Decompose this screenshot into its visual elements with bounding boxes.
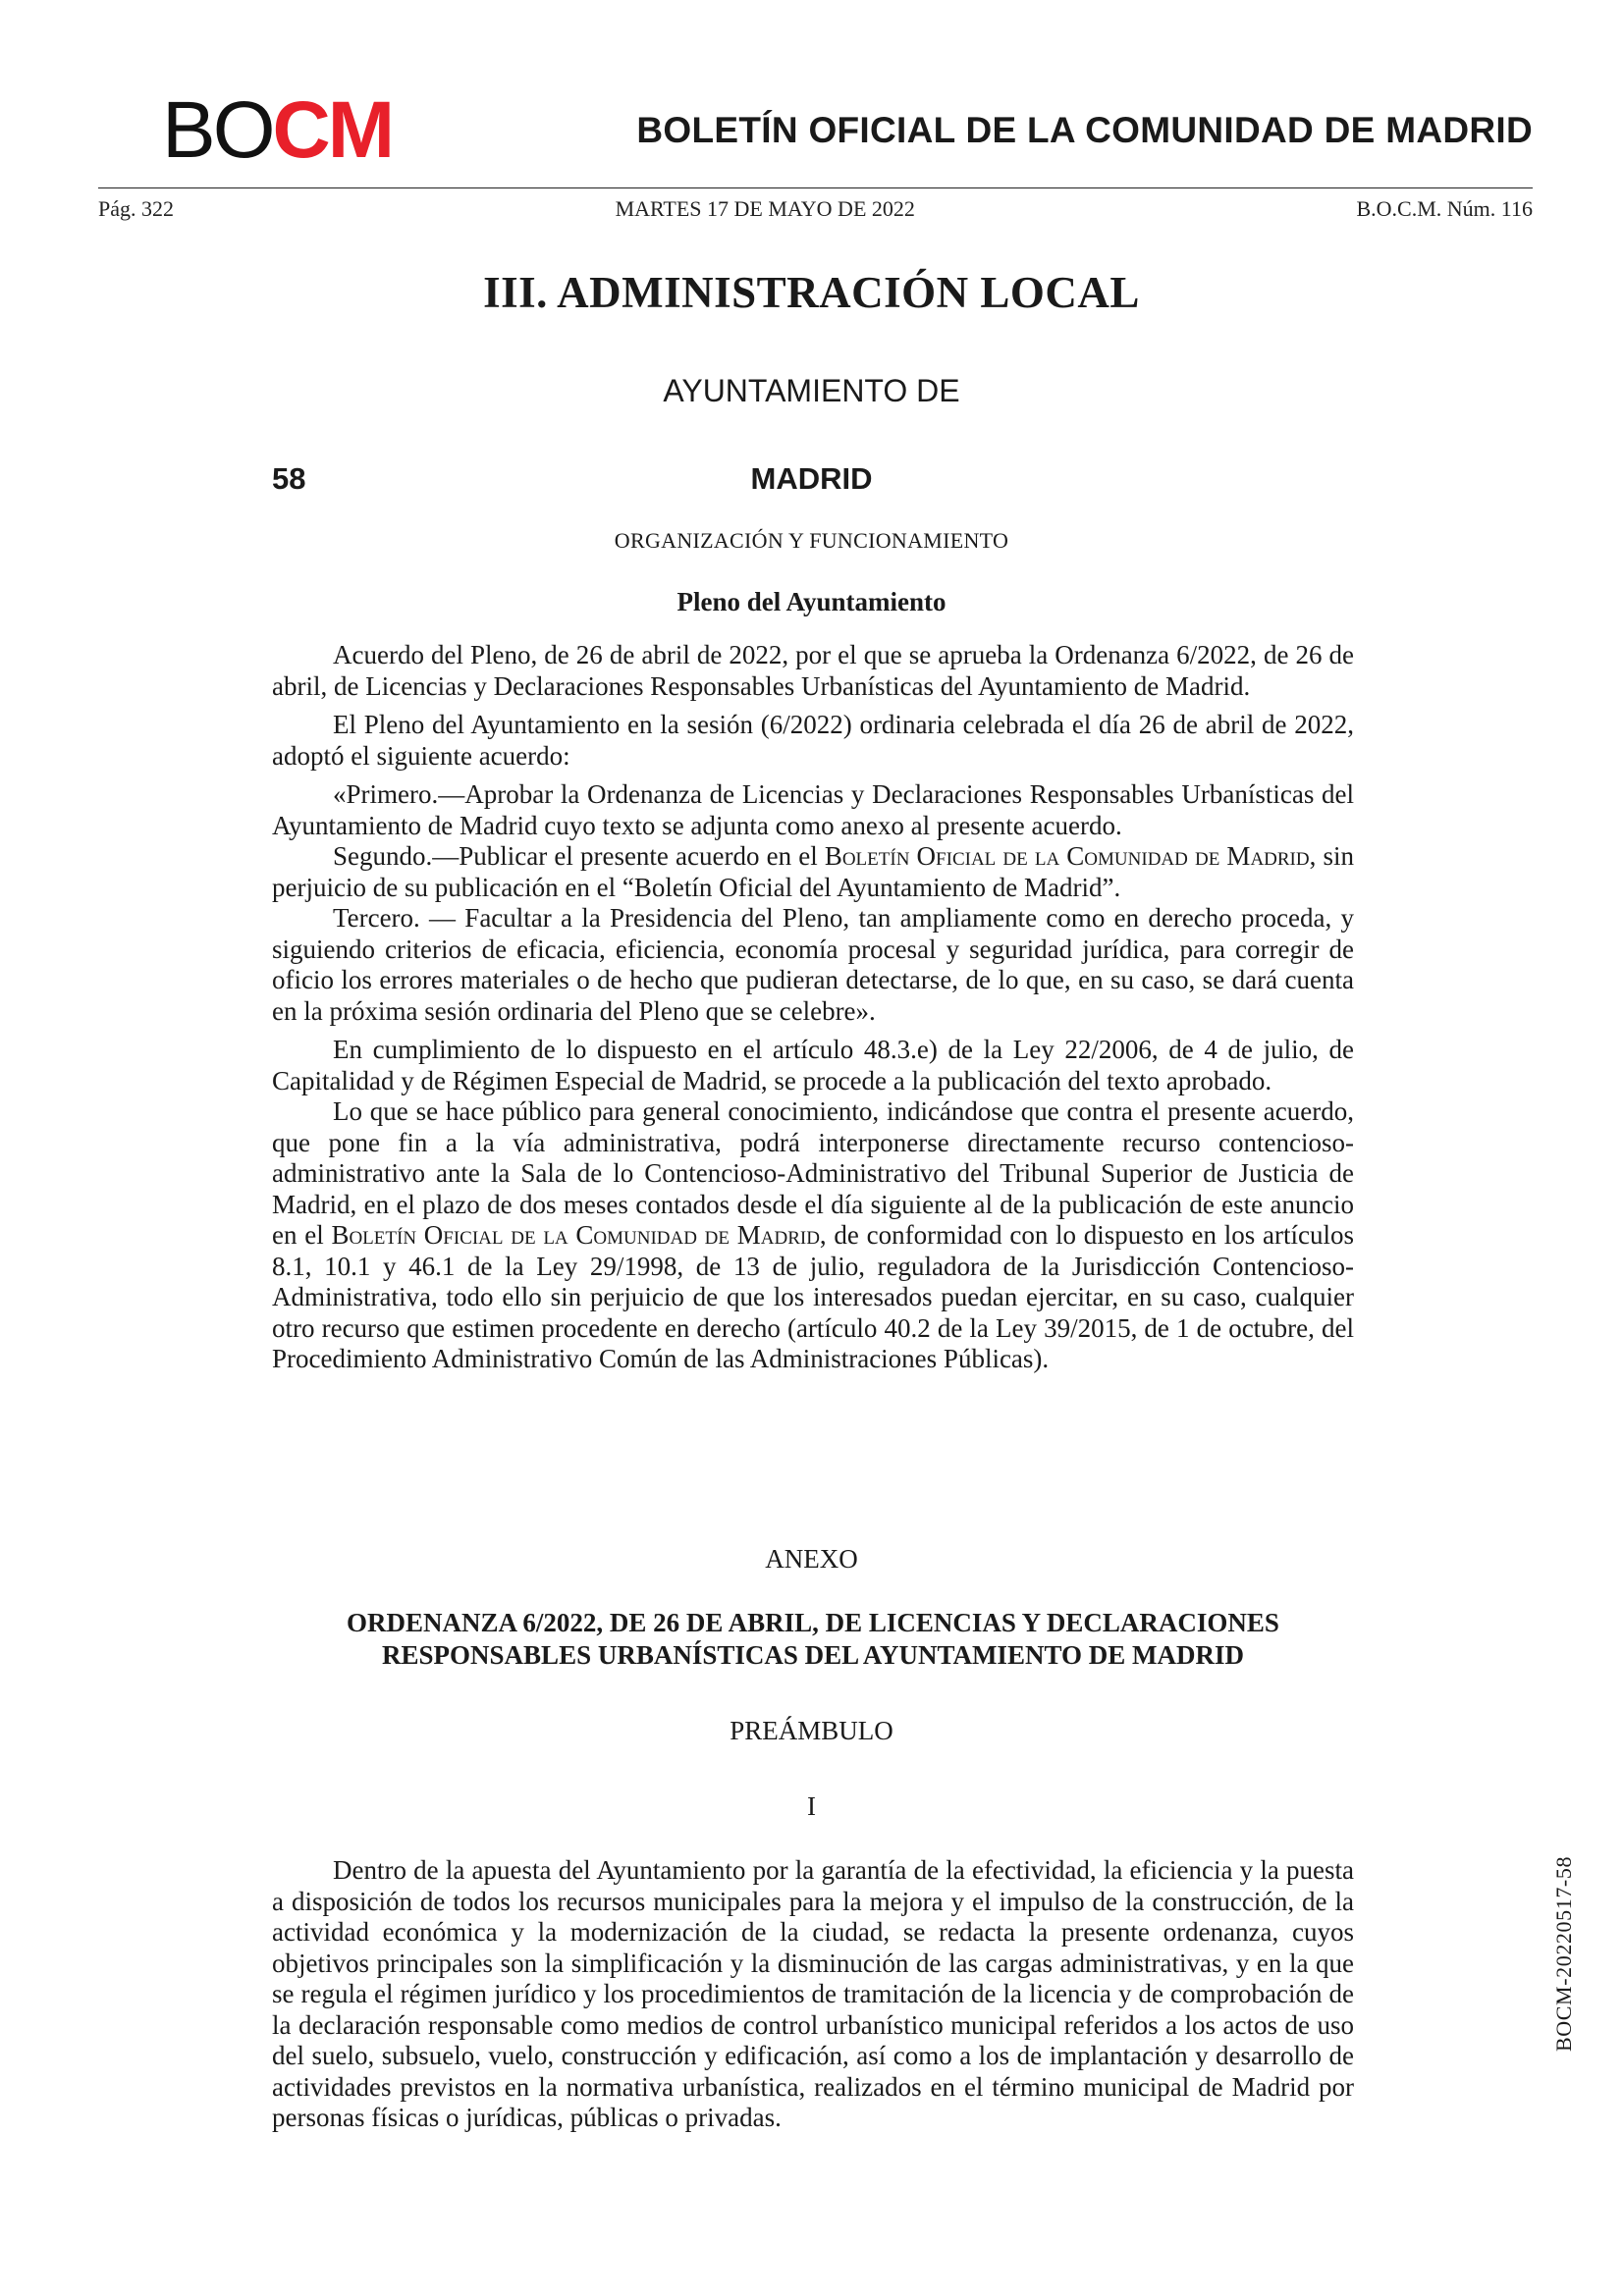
header-meta — [98, 196, 1533, 222]
preamble-heading: PREÁMBULO — [730, 1716, 893, 1745]
issue-number: B.O.C.M. Núm. 116 — [1356, 196, 1533, 221]
ayuntamiento-label: AYUNTAMIENTO DE — [663, 373, 960, 408]
text-run: Lo que se hace público para general conocimiento, indicándose que contra el presente acuerdo, que pone fin a la vía administrativa, podrá interponerse directamente recurso contencioso-administrativo ante la Sala de lo Contencioso-Administrativo del Tribunal Superior de Justicia de Madrid, en el plazo de dos meses contados desde el día siguiente al de la publicación de este anuncio en el — [272, 1096, 1354, 1250]
text-run: , sin perjuicio de su publicación en el “Boletín Oficial del Ayuntamiento de Madrid”. — [272, 841, 1354, 902]
paragraph — [272, 1096, 1354, 1375]
bulletin-reference: Boletín Oficial de la Comunidad de Madrid — [331, 1220, 820, 1250]
logo-bo: BO — [162, 85, 273, 175]
paragraph: «Primero.—Aprobar la Ordenanza de Licencias y Declaraciones Responsables Urbanísticas del Ayuntamiento de Madrid cuyo texto se adjunta como anexo al presente acuerdo. — [272, 779, 1354, 840]
text-run: Segundo.—Publicar el presente acuerdo en el — [333, 841, 825, 871]
paragraph: Acuerdo del Pleno, de 26 de abril de 2022, por el que se aprueba la Ordenanza 6/2022, de 26 de abril, de Licencias y Declaraciones Responsables Urbanísticas del Ayuntamiento de Madrid. — [272, 640, 1354, 701]
announcement-body — [272, 640, 1354, 1375]
entry-number: 58 — [272, 461, 306, 496]
subject-heading: ORGANIZACIÓN Y FUNCIONAMIENTO — [614, 528, 1009, 553]
ordinance-title — [272, 1607, 1354, 1672]
paragraph: Tercero. — Facultar a la Presidencia del Pleno, tan ampliamente como en derecho proceda, y siguiendo criterios de eficacia, eficiencia, economía procesal y seguridad jurídica, para corregir de oficio los errores materiales o de hecho que pudieran detectarse, de lo que, en su caso, se dará cuenta en la próxima sesión ordinaria del Pleno que se celebre». — [272, 903, 1354, 1026]
bulletin-title: BOLETÍN OFICIAL DE LA COMUNIDAD DE MADRID — [636, 110, 1533, 150]
text-run: , de conformidad con lo dispuesto en los artículos 8.1, 10.1 y 46.1 de la Ley 29/1998, de 13 de julio, reguladora de la Jurisdicción Contencioso-Administrativa, todo ello sin perjuicio de que los interesados puedan ejercitar, en su caso, cualquier otro recurso que estimen procedente en derecho (artículo 40.2 de la Ley 39/2015, de 1 de octubre, del Procedimiento Administrativo Común de las Administraciones Públicas). — [272, 1220, 1354, 1373]
ordinance-title-line: ORDENANZA 6/2022, DE 26 DE ABRIL, DE LICENCIAS Y DECLARACIONES — [347, 1608, 1279, 1637]
header-divider — [98, 187, 1533, 188]
ordinance-title-line: RESPONSABLES URBANÍSTICAS DEL AYUNTAMIENTO DE MADRID — [382, 1640, 1244, 1670]
preamble-body — [272, 1855, 1354, 2142]
document-code: BOCM-20220517-58 — [1551, 1855, 1576, 2052]
paragraph — [272, 841, 1354, 903]
bulletin-reference: Boletín Oficial de la Comunidad de Madrid — [824, 841, 1310, 871]
city-name: MADRID — [750, 461, 873, 496]
bocm-logo — [162, 85, 393, 175]
paragraph: En cumplimiento de lo dispuesto en el artículo 48.3.e) de la Ley 22/2006, de 4 de julio, de Capitalidad y de Régimen Especial de Madrid, se procede a la publicación del texto aprobado. — [272, 1035, 1354, 1095]
page-number: Pág. 322 — [98, 196, 174, 221]
annex-label: ANEXO — [765, 1544, 858, 1574]
logo-cm: CM — [272, 85, 393, 175]
issue-date: MARTES 17 DE MAYO DE 2022 — [615, 196, 915, 221]
paragraph: El Pleno del Ayuntamiento en la sesión (6/2022) ordinaria celebrada el día 26 de abril de 2022, adoptó el siguiente acuerdo: — [272, 710, 1354, 771]
issuing-body: Pleno del Ayuntamiento — [676, 587, 947, 616]
paragraph: Dentro de la apuesta del Ayuntamiento por la garantía de la efectividad, la eficiencia y la puesta a disposición de todos los recursos municipales para la mejora y el impulso de la construcción, de la actividad económica y la modernización de la ciudad, se redacta la presente ordenanza, cuyos objetivos principales son la simplificación y la disminución de las cargas administrativas, y en la que se regula el régimen jurídico y los procedimientos de tramitación de la licencia y de comprobación de la declaración responsable como medios de control urbanístico municipal referidos a los actos de uso del suelo, subsuelo, vuelo, construcción y edificación, así como a los de implantación y desarrollo de actividades previstos en la normativa urbanística, realizados en el término municipal de Madrid por personas físicas o jurídicas, públicas o privadas. — [272, 1855, 1354, 2132]
section-title: III. ADMINISTRACIÓN LOCAL — [483, 268, 1140, 317]
roman-numeral: I — [807, 1791, 816, 1821]
